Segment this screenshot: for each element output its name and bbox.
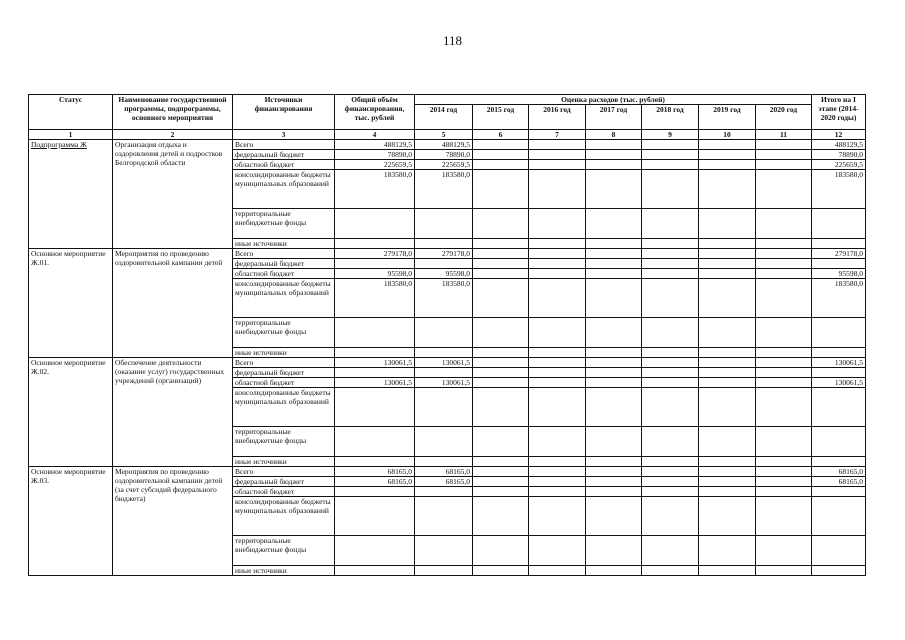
year-cell [415, 348, 473, 358]
year-cell: 225659,5 [415, 160, 473, 170]
year-cell [586, 269, 642, 279]
year-cell [473, 477, 529, 487]
year-cell [473, 388, 529, 427]
itogo-cell [812, 487, 866, 497]
year-cell [699, 170, 756, 209]
year-cell [415, 497, 473, 536]
year-cell [586, 566, 642, 576]
year-cell [473, 249, 529, 259]
year-cell [699, 457, 756, 467]
year-cell [473, 209, 529, 239]
total-cell: 78890,0 [335, 150, 415, 160]
source-cell: территориальные внебюджетные фонды [233, 536, 335, 566]
year-cell [586, 348, 642, 358]
year-cell [415, 318, 473, 348]
total-cell: 279178,0 [335, 249, 415, 259]
itogo-cell: 183580,0 [812, 170, 866, 209]
itogo-cell [812, 239, 866, 249]
year-cell [529, 140, 586, 150]
itogo-cell: 225659,5 [812, 160, 866, 170]
row-status: Подпрограмма Ж [29, 140, 113, 249]
year-cell [415, 487, 473, 497]
year-cell [586, 140, 642, 150]
year-cell [529, 239, 586, 249]
year-cell [699, 348, 756, 358]
year-cell [756, 457, 812, 467]
year-cell [642, 378, 699, 388]
itogo-cell: 78890,0 [812, 150, 866, 160]
year-cell [642, 388, 699, 427]
year-cell [586, 536, 642, 566]
year-cell [699, 318, 756, 348]
total-cell [335, 239, 415, 249]
year-cell [473, 467, 529, 477]
year-cell [529, 209, 586, 239]
year-cell: 68165,0 [415, 467, 473, 477]
source-cell: федеральный бюджет [233, 477, 335, 487]
year-cell [586, 457, 642, 467]
header-year: 2020 год [756, 105, 812, 130]
itogo-cell [812, 259, 866, 269]
year-cell [642, 160, 699, 170]
year-cell [473, 348, 529, 358]
year-cell [529, 388, 586, 427]
total-cell [335, 566, 415, 576]
row-name: Обеспечение деятельности (оказание услуг) государственных учреждений (организаций) [113, 358, 233, 467]
source-cell: областной бюджет [233, 160, 335, 170]
itogo-cell [812, 497, 866, 536]
year-cell [529, 457, 586, 467]
year-cell [756, 467, 812, 477]
year-cell [586, 209, 642, 239]
year-cell [586, 497, 642, 536]
table-row [29, 358, 866, 368]
source-cell: Всего [233, 467, 335, 477]
year-cell [586, 467, 642, 477]
total-cell: 68165,0 [335, 467, 415, 477]
total-cell [335, 487, 415, 497]
year-cell [642, 150, 699, 160]
year-cell [642, 358, 699, 368]
year-cell [642, 348, 699, 358]
col-number: 3 [233, 130, 335, 140]
year-cell [699, 269, 756, 279]
year-cell [415, 368, 473, 378]
year-cell [756, 388, 812, 427]
year-cell [756, 358, 812, 368]
year-cell [699, 467, 756, 477]
col-number: 9 [642, 130, 699, 140]
year-cell [699, 259, 756, 269]
year-cell [642, 487, 699, 497]
total-cell: 130061,5 [335, 378, 415, 388]
col-number: 1 [29, 130, 113, 140]
year-cell [756, 477, 812, 487]
year-cell [586, 368, 642, 378]
year-cell [642, 467, 699, 477]
total-cell [335, 388, 415, 427]
year-cell [529, 566, 586, 576]
year-cell [699, 427, 756, 457]
year-cell [415, 209, 473, 239]
year-cell [642, 566, 699, 576]
year-cell [586, 427, 642, 457]
year-cell [529, 160, 586, 170]
year-cell [586, 318, 642, 348]
table-row [29, 249, 866, 259]
total-cell: 183580,0 [335, 170, 415, 209]
year-cell [699, 358, 756, 368]
source-cell: областной бюджет [233, 487, 335, 497]
col-number: 6 [473, 130, 529, 140]
col-number: 12 [812, 130, 866, 140]
total-cell [335, 209, 415, 239]
itogo-cell [812, 209, 866, 239]
header-year: 2015 год [473, 105, 529, 130]
year-cell [473, 487, 529, 497]
year-cell [642, 209, 699, 239]
col-number: 7 [529, 130, 586, 140]
total-cell [335, 427, 415, 457]
itogo-cell [812, 368, 866, 378]
year-cell [642, 249, 699, 259]
itogo-cell: 68165,0 [812, 467, 866, 477]
year-cell [586, 160, 642, 170]
itogo-cell [812, 457, 866, 467]
year-cell: 68165,0 [415, 477, 473, 487]
year-cell [756, 348, 812, 358]
total-cell [335, 497, 415, 536]
year-cell [699, 497, 756, 536]
year-cell [415, 388, 473, 427]
year-cell [473, 150, 529, 160]
year-cell [642, 477, 699, 487]
source-cell: Всего [233, 358, 335, 368]
year-cell [699, 209, 756, 239]
itogo-cell [812, 536, 866, 566]
year-cell [529, 487, 586, 497]
year-cell [756, 259, 812, 269]
year-cell: 488129,5 [415, 140, 473, 150]
table-row [29, 467, 866, 477]
source-cell: иные источники [233, 239, 335, 249]
source-cell: областной бюджет [233, 378, 335, 388]
year-cell [529, 249, 586, 259]
year-cell [586, 487, 642, 497]
year-cell: 279178,0 [415, 249, 473, 259]
total-cell: 130061,5 [335, 358, 415, 368]
year-cell [529, 318, 586, 348]
year-cell [473, 566, 529, 576]
header-estimate: Оценка расходов (тыс. рублей) [415, 95, 812, 105]
source-cell: иные источники [233, 457, 335, 467]
year-cell [642, 140, 699, 150]
total-cell: 488129,5 [335, 140, 415, 150]
year-cell [586, 358, 642, 368]
year-cell: 183580,0 [415, 170, 473, 209]
year-cell [642, 536, 699, 566]
year-cell [415, 457, 473, 467]
source-cell: территориальные внебюджетные фонды [233, 318, 335, 348]
source-cell: консолидированные бюджеты муниципальных образований [233, 279, 335, 318]
year-cell [756, 140, 812, 150]
year-cell [642, 170, 699, 209]
page-number: 118 [442, 33, 463, 48]
source-cell: Всего [233, 140, 335, 150]
year-cell [699, 378, 756, 388]
year-cell [699, 249, 756, 259]
col-number: 5 [415, 130, 473, 140]
year-cell [756, 318, 812, 348]
year-cell [586, 378, 642, 388]
total-cell: 183580,0 [335, 279, 415, 318]
year-cell [529, 536, 586, 566]
year-cell [529, 269, 586, 279]
itogo-cell: 95598,0 [812, 269, 866, 279]
year-cell [529, 259, 586, 269]
year-cell [529, 368, 586, 378]
year-cell [642, 269, 699, 279]
year-cell [473, 536, 529, 566]
year-cell [415, 427, 473, 457]
year-cell [529, 348, 586, 358]
year-cell [473, 358, 529, 368]
year-cell: 130061,5 [415, 358, 473, 368]
row-name: Организация отдыха и оздоровления детей и подростков Белгородской области [113, 140, 233, 249]
row-name: Мероприятия по проведению оздоровительной кампании детей (за счет субсидий федерального бюджета) [113, 467, 233, 576]
header-itogo: Итого на I этапе (2014-2020 годы) [812, 95, 866, 130]
budget-table [28, 94, 866, 576]
total-cell [335, 259, 415, 269]
year-cell [699, 368, 756, 378]
year-cell [473, 140, 529, 150]
total-cell [335, 457, 415, 467]
year-cell [642, 457, 699, 467]
year-cell [529, 150, 586, 160]
year-cell [699, 487, 756, 497]
col-number: 8 [586, 130, 642, 140]
source-cell: федеральный бюджет [233, 368, 335, 378]
itogo-cell: 130061,5 [812, 358, 866, 368]
table-row [29, 140, 866, 150]
total-cell: 225659,5 [335, 160, 415, 170]
itogo-cell [812, 566, 866, 576]
year-cell [699, 477, 756, 487]
total-cell [335, 536, 415, 566]
row-name: Мероприятия по проведению оздоровительной кампании детей [113, 249, 233, 358]
source-cell: иные источники [233, 348, 335, 358]
year-cell [473, 378, 529, 388]
source-cell: иные источники [233, 566, 335, 576]
year-cell [756, 497, 812, 536]
year-cell [756, 150, 812, 160]
year-cell [699, 279, 756, 318]
source-cell: территориальные внебюджетные фонды [233, 209, 335, 239]
year-cell [699, 239, 756, 249]
year-cell [473, 269, 529, 279]
source-cell: территориальные внебюджетные фонды [233, 427, 335, 457]
year-cell [699, 150, 756, 160]
year-cell [699, 566, 756, 576]
year-cell [699, 140, 756, 150]
year-cell [756, 427, 812, 457]
year-cell [756, 487, 812, 497]
year-cell [586, 259, 642, 269]
header-year: 2018 год [642, 105, 699, 130]
year-cell [473, 279, 529, 318]
header-year: 2017 год [586, 105, 642, 130]
itogo-cell: 68165,0 [812, 477, 866, 487]
year-cell [473, 318, 529, 348]
year-cell [586, 477, 642, 487]
source-cell: федеральный бюджет [233, 150, 335, 160]
year-cell [642, 259, 699, 269]
total-cell [335, 348, 415, 358]
year-cell [756, 368, 812, 378]
col-number: 11 [756, 130, 812, 140]
source-cell: федеральный бюджет [233, 259, 335, 269]
header-sources: Источники финансирования [233, 95, 335, 130]
total-cell: 95598,0 [335, 269, 415, 279]
year-cell [415, 566, 473, 576]
year-cell [756, 160, 812, 170]
itogo-cell [812, 388, 866, 427]
year-cell [642, 497, 699, 536]
year-cell [529, 358, 586, 368]
year-cell [473, 427, 529, 457]
itogo-cell: 183580,0 [812, 279, 866, 318]
year-cell [586, 279, 642, 318]
year-cell [473, 160, 529, 170]
year-cell [642, 427, 699, 457]
row-status: Основное мероприятие Ж.03. [29, 467, 113, 576]
itogo-cell: 130061,5 [812, 378, 866, 388]
year-cell [529, 477, 586, 487]
year-cell [415, 536, 473, 566]
col-number: 2 [113, 130, 233, 140]
year-cell [699, 536, 756, 566]
source-cell: консолидированные бюджеты муниципальных образований [233, 170, 335, 209]
year-cell [529, 378, 586, 388]
year-cell: 130061,5 [415, 378, 473, 388]
year-cell [529, 279, 586, 318]
year-cell [473, 457, 529, 467]
year-cell: 95598,0 [415, 269, 473, 279]
year-cell [642, 368, 699, 378]
year-cell [529, 497, 586, 536]
total-cell [335, 318, 415, 348]
year-cell [529, 170, 586, 209]
year-cell [415, 259, 473, 269]
year-cell [756, 239, 812, 249]
itogo-cell [812, 318, 866, 348]
year-cell [756, 269, 812, 279]
year-cell [756, 378, 812, 388]
year-cell [586, 239, 642, 249]
total-cell [335, 368, 415, 378]
col-number: 10 [699, 130, 756, 140]
year-cell [756, 170, 812, 209]
row-status: Основное мероприятие Ж.01. [29, 249, 113, 358]
source-cell: консолидированные бюджеты муниципальных образований [233, 497, 335, 536]
header-year: 2016 год [529, 105, 586, 130]
year-cell [756, 566, 812, 576]
year-cell [586, 249, 642, 259]
year-cell [642, 279, 699, 318]
year-cell [642, 239, 699, 249]
source-cell: областной бюджет [233, 269, 335, 279]
year-cell [586, 150, 642, 160]
year-cell [756, 209, 812, 239]
year-cell: 78890,0 [415, 150, 473, 160]
total-cell: 68165,0 [335, 477, 415, 487]
year-cell [756, 249, 812, 259]
source-cell: консолидированные бюджеты муниципальных образований [233, 388, 335, 427]
itogo-cell [812, 427, 866, 457]
year-cell [473, 239, 529, 249]
year-cell [473, 368, 529, 378]
header-name: Наименование государственной программы, подпрограммы, основного мероприятия [113, 95, 233, 130]
year-cell [473, 259, 529, 269]
year-cell [756, 279, 812, 318]
year-cell [699, 388, 756, 427]
year-cell: 183580,0 [415, 279, 473, 318]
itogo-cell [812, 348, 866, 358]
header-year: 2019 год [699, 105, 756, 130]
header-year: 2014 год [415, 105, 473, 130]
header-total-volume: Общий объём финансирования, тыс. рублей [335, 95, 415, 130]
year-cell [529, 467, 586, 477]
year-cell [699, 160, 756, 170]
year-cell [473, 497, 529, 536]
year-cell [529, 427, 586, 457]
col-number: 4 [335, 130, 415, 140]
header-status: Статус [29, 95, 113, 130]
year-cell [415, 239, 473, 249]
source-cell: Всего [233, 249, 335, 259]
year-cell [642, 318, 699, 348]
itogo-cell: 279178,0 [812, 249, 866, 259]
row-status: Основное мероприятие Ж.02. [29, 358, 113, 467]
year-cell [586, 170, 642, 209]
itogo-cell: 488129,5 [812, 140, 866, 150]
year-cell [473, 170, 529, 209]
year-cell [586, 388, 642, 427]
year-cell [756, 536, 812, 566]
